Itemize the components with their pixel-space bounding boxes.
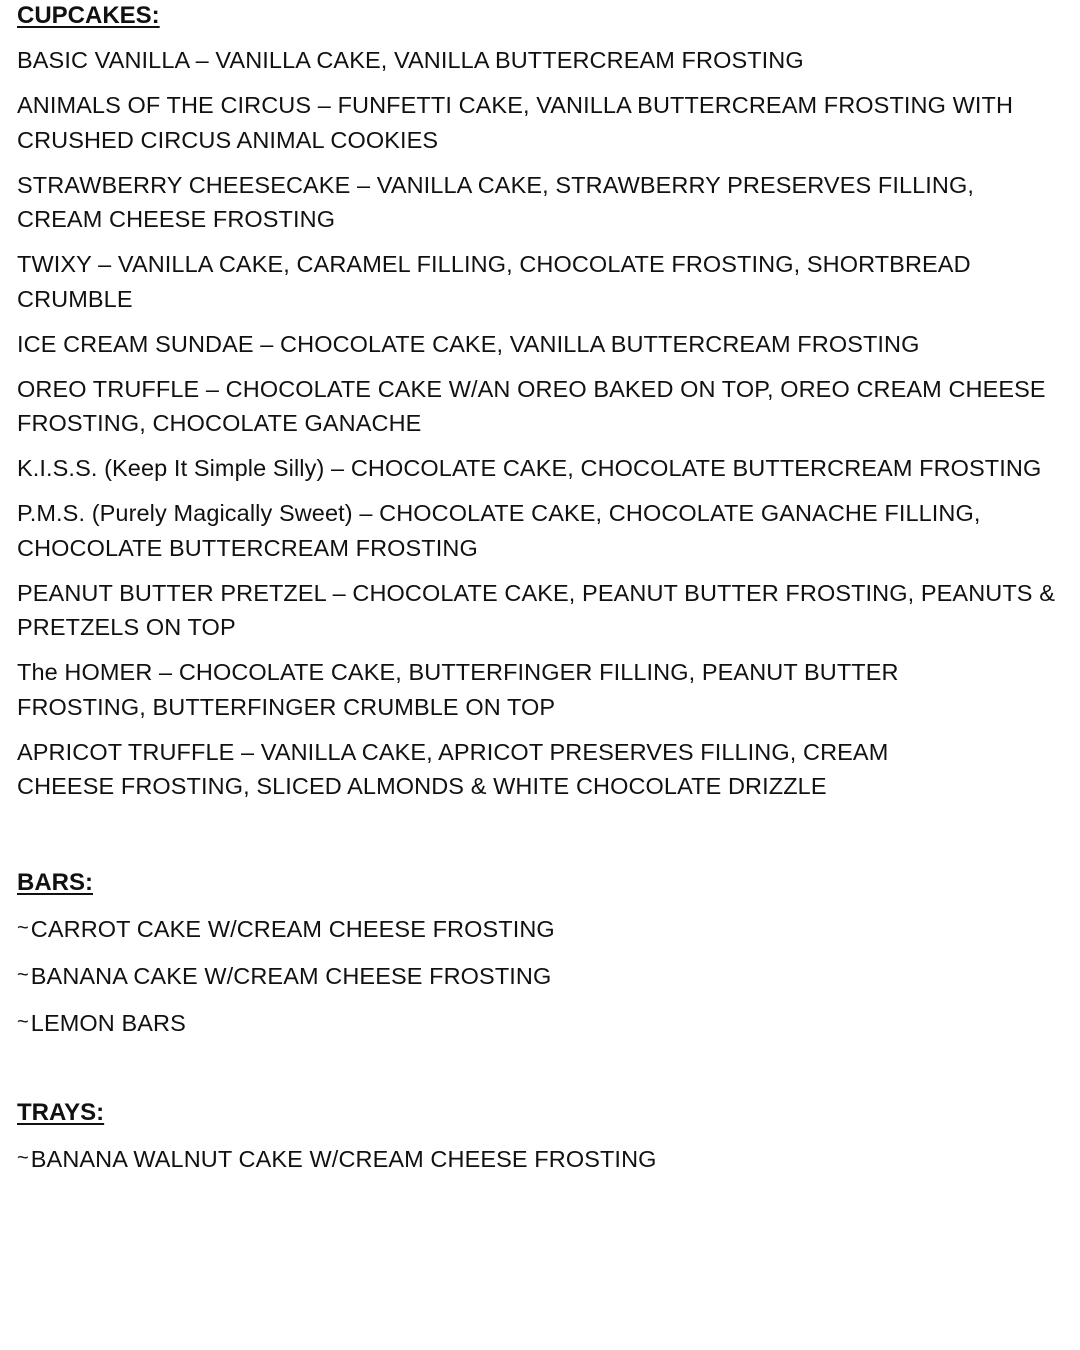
tray-item bbox=[17, 1142, 657, 1179]
trays-heading: TRAYS: bbox=[17, 1099, 105, 1126]
bars-list bbox=[17, 912, 555, 1053]
cupcake-item: P.M.S. (Purely Magically Sweet) – CHOCOLATE CAKE, CHOCOLATE GANACHE FILLING, CHOCOLATE BUTTERCREAM FROSTING bbox=[17, 500, 981, 561]
bar-item-label: BANANA CAKE W/CREAM CHEESE FROSTING bbox=[30, 963, 552, 989]
tilde-bullet: ~ bbox=[17, 1011, 29, 1033]
cupcakes-heading: CUPCAKES: bbox=[17, 2, 160, 29]
bar-item bbox=[17, 1006, 555, 1043]
cupcake-item: ICE CREAM SUNDAE – CHOCOLATE CAKE, VANILLA BUTTERCREAM FROSTING bbox=[17, 330, 920, 357]
bar-item-label: CARROT CAKE W/CREAM CHEESE FROSTING bbox=[30, 916, 555, 942]
tilde-bullet: ~ bbox=[17, 917, 29, 939]
trays-list bbox=[17, 1142, 657, 1179]
tilde-bullet: ~ bbox=[17, 1147, 29, 1169]
bar-item bbox=[17, 959, 555, 996]
cupcake-item: PEANUT BUTTER PRETZEL – CHOCOLATE CAKE, PEANUT BUTTER FROSTING, PEANUTS & PRETZELS ON TOP bbox=[17, 579, 1055, 640]
cupcake-item: STRAWBERRY CHEESECAKE – VANILLA CAKE, STRAWBERRY PRESERVES FILLING, CREAM CHEESE FROSTING bbox=[17, 171, 975, 232]
cupcake-item: BASIC VANILLA – VANILLA CAKE, VANILLA BUTTERCREAM FROSTING bbox=[17, 47, 804, 73]
cupcake-item: K.I.S.S. (Keep It Simple Silly) – CHOCOLATE CAKE, CHOCOLATE BUTTERCREAM FROSTING bbox=[17, 455, 1042, 481]
cupcake-item: APRICOT TRUFFLE – VANILLA CAKE, APRICOT PRESERVES FILLING, CREAM CHEESE FROSTING, SLICED ALMONDS & WHITE CHOCOLATE DRIZZLE bbox=[17, 738, 889, 799]
bar-item bbox=[17, 912, 555, 949]
cupcake-item: The HOMER – CHOCOLATE CAKE, BUTTERFINGER FILLING, PEANUT BUTTER FROSTING, BUTTERFINGER CRUMBLE ON TOP bbox=[17, 659, 899, 720]
cupcake-list bbox=[17, 43, 1057, 814]
cupcake-item: TWIXY – VANILLA CAKE, CARAMEL FILLING, CHOCOLATE FROSTING, SHORTBREAD CRUMBLE bbox=[17, 251, 971, 312]
tilde-bullet: ~ bbox=[17, 964, 29, 986]
cupcake-item: OREO TRUFFLE – CHOCOLATE CAKE W/AN OREO BAKED ON TOP, OREO CREAM CHEESE FROSTING, CHOCOLATE GANACHE bbox=[17, 375, 1046, 436]
bars-heading: BARS: bbox=[17, 869, 93, 896]
tray-item-label: BANANA WALNUT CAKE W/CREAM CHEESE FROSTING bbox=[30, 1146, 657, 1172]
bar-item-label: LEMON BARS bbox=[30, 1010, 186, 1036]
cupcake-item: ANIMALS OF THE CIRCUS – FUNFETTI CAKE, VANILLA BUTTERCREAM FROSTING WITH CRUSHED CIRCUS ANIMAL COOKIES bbox=[17, 92, 1014, 153]
